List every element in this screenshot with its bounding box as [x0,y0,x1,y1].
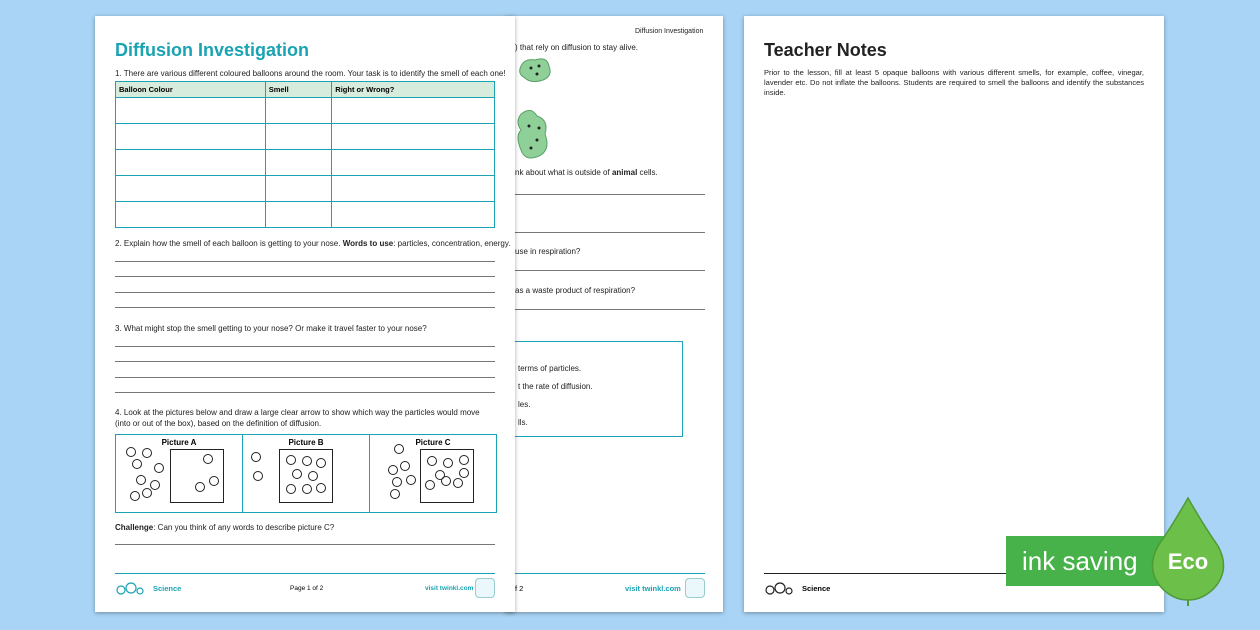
answer-line[interactable] [115,377,495,378]
table-cell[interactable] [265,150,332,176]
criteria-item: t the rate of diffusion. [518,382,593,391]
table-cell[interactable] [116,176,266,202]
question-3: 3. What might stop the smell getting to your nose? Or make it travel faster to your nose? [115,324,427,333]
diffusion-pictures [115,434,497,513]
answer-line[interactable] [115,292,495,293]
answer-line[interactable] [115,544,495,545]
particle-icon [406,475,416,485]
particle-icon [302,456,312,466]
particle-icon [392,477,402,487]
table-cell[interactable] [332,124,495,150]
answer-line[interactable] [115,346,495,347]
worksheet-page-1 [95,16,515,612]
science-logo-icon [764,580,794,598]
table-cell[interactable] [265,98,332,124]
page-number: Page 1 of 2 [290,585,324,592]
success-criteria-box [505,341,683,437]
table-header: Right or Wrong? [332,82,495,98]
footer-subject: Science [153,584,182,593]
table-cell[interactable] [116,150,266,176]
page-title: Diffusion Investigation [115,40,310,60]
page2-footer [505,573,705,600]
particle-icon [425,480,435,490]
table-cell[interactable] [116,124,266,150]
particle-icon [136,475,146,485]
teacher-notes-page [744,16,1164,612]
table-cell[interactable] [265,124,332,150]
footer-subject: Science [802,584,831,593]
particle-icon [308,471,318,481]
particle-icon [441,476,451,486]
particle-icon [142,448,152,458]
particle-icon [459,468,469,478]
footer-site: visit twinkl.com [625,584,681,593]
particle-icon [142,488,152,498]
particle-icon [400,461,410,471]
balloon-table [115,81,495,228]
page-number: f 2 [515,584,524,593]
twinkl-logo-icon [685,578,705,598]
particle-icon [453,478,463,488]
footer-site[interactable]: visit twinkl.com [425,585,474,592]
particle-icon [286,484,296,494]
question-1: 1. There are various different coloured balloons around the room. Your task is to identify the smell of each one! [115,69,506,78]
table-cell[interactable] [116,98,266,124]
answer-line[interactable] [115,392,495,393]
table-cell[interactable] [332,202,495,228]
answer-line [515,270,705,271]
particle-box [279,449,333,503]
particle-icon [316,458,326,468]
table-header: Smell [265,82,332,98]
answer-line[interactable] [115,307,495,308]
table-row [116,202,495,228]
particle-icon [388,465,398,475]
particle-icon [130,491,140,501]
particle-icon [390,489,400,499]
answer-line[interactable] [115,276,495,277]
picture-b[interactable] [243,435,370,512]
table-row [116,98,495,124]
question-4: 4. Look at the pictures below and draw a large clear arrow to show which way the particles would move (into or out of the box), based on the definition of diffusion. [115,408,480,428]
animal-cell-icon [515,106,551,162]
particle-icon [132,459,142,469]
particle-icon [195,482,205,492]
particle-icon [126,447,136,457]
twinkl-logo-icon [475,578,495,598]
table-cell[interactable] [332,150,495,176]
particle-icon [427,456,437,466]
particle-box [420,449,474,503]
question-2: 2. Explain how the smell of each balloon is getting to your nose. Words to use: particles, concentration, energy. [115,239,511,248]
particle-icon [394,444,404,454]
particle-icon [253,471,263,481]
table-cell[interactable] [332,176,495,202]
worksheet-page-2 [505,16,723,612]
criteria-item: les. [518,400,531,409]
answer-line [515,232,705,233]
particle-icon [316,483,326,493]
particle-icon [150,480,160,490]
picture-label: Picture B [288,438,324,447]
table-cell[interactable] [116,202,266,228]
table-cell[interactable] [265,176,332,202]
page2-text-3: use in respiration? [515,247,581,256]
challenge-question: Challenge: Can you think of any words to describe picture C? [115,523,335,532]
particle-icon [203,454,213,464]
table-header: Balloon Colour [116,82,266,98]
table-cell[interactable] [332,98,495,124]
page2-text-1: ) that rely on diffusion to stay alive. [515,43,639,52]
answer-line [515,194,705,195]
teacher-notes-body: Prior to the lesson, fill at least 5 opaque balloons with various different smells, for example, coffee, vinegar, lavender etc. Do not inflate the balloons. Students are required to smell the balloons and identify the substances inside. [764,68,1144,97]
table-row [116,124,495,150]
particle-icon [154,463,164,473]
picture-label: Picture A [161,438,197,447]
particle-icon [443,458,453,468]
picture-c[interactable] [370,435,496,512]
particle-box [170,449,224,503]
criteria-item: lls. [518,418,528,427]
particle-icon [302,484,312,494]
table-cell[interactable] [265,202,332,228]
answer-line[interactable] [115,361,495,362]
answer-line [515,309,705,310]
particle-icon [459,455,469,465]
answer-line[interactable] [115,261,495,262]
science-logo-icon [115,580,145,598]
page2-text-4: as a waste product of respiration? [515,286,636,295]
picture-a[interactable] [116,435,243,512]
eco-drop-icon [1150,496,1226,606]
eco-label: Eco [1167,549,1209,574]
particle-icon [209,476,219,486]
particle-icon [292,469,302,479]
particle-icon [286,455,296,465]
picture-label: Picture C [415,438,451,447]
teacher-notes-title: Teacher Notes [764,40,887,60]
plant-cell-icon [517,56,553,84]
criteria-item: terms of particles. [518,364,582,373]
page1-footer [115,573,495,600]
table-row [116,150,495,176]
table-row [116,176,495,202]
page2-header: Diffusion Investigation [635,28,704,35]
ink-saving-label: ink saving [1022,546,1138,576]
page2-text-2: nk about what is outside of animal cells. [515,168,658,177]
particle-icon [251,452,261,462]
